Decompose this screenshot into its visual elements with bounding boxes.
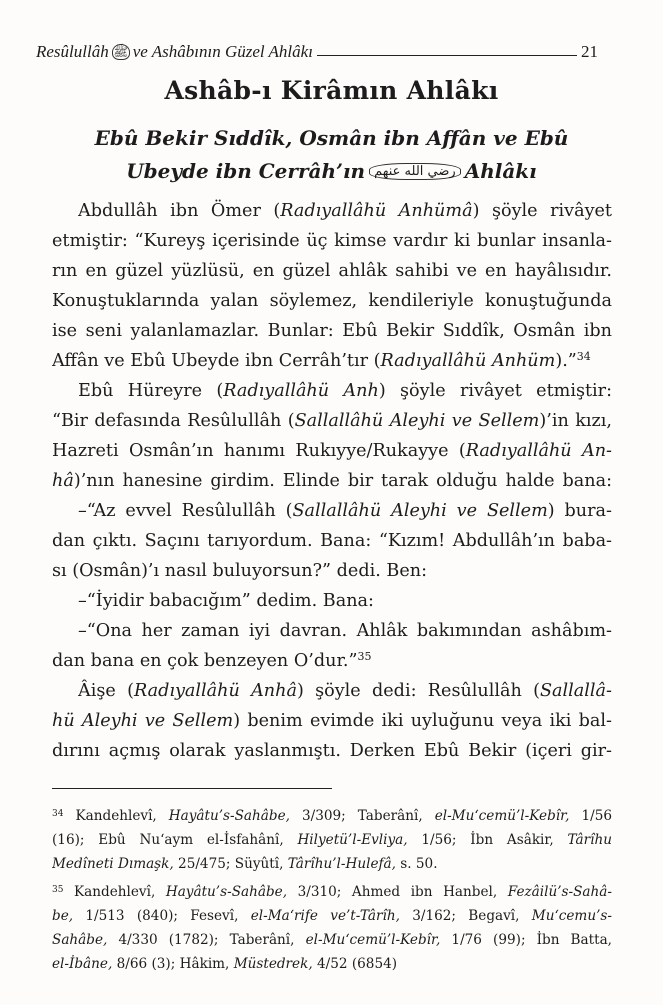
- body-line: hü Aleyhi ve Sellem) benim evimde iki uyluğunu veya iki bal-: [52, 711, 612, 731]
- body-line: dan çıktı. Saçını tarıyordum. Bana: “Kızım! Abdullâh’ın baba-: [52, 531, 612, 551]
- header-text-before: Resûlullâh: [36, 42, 109, 61]
- footnote-35-line: be, 1/513 (840); Fesevî, el-Ma‘rife ve’t-Târîh, 3/162; Begavî, Mu‘cemu’s-: [52, 908, 612, 924]
- body-line: “Bir defasında Resûlullâh (Sallallâhü Aleyhi ve Sellem)’in kızı,: [52, 411, 612, 431]
- footnote-ref: 34: [576, 350, 591, 363]
- body-line: hâ)’nın hanesine girdim. Elinde bir tarak olduğu halde bana:: [52, 471, 612, 491]
- body-line: Âişe (Radıyallâhü Anhâ) şöyle dedi: Resûlullâh (Sallallâ-: [78, 681, 612, 701]
- radiyallahu-anhum-ligature-icon: رضي الله عنهم: [369, 163, 461, 180]
- body-line: Konuştuklarında yalan söylemez, kendileriyle konuştuğunda: [52, 291, 612, 311]
- body-line: rın en güzel yüzlüsü, en güzel ahlâk sahibi ve en hayâlısıdır.: [52, 261, 612, 281]
- chapter-title: Ashâb-ı Kirâmın Ahlâkı: [164, 76, 499, 105]
- footnote-35-line: Sahâbe, 4/330 (1782); Taberânî, el-Mu‘cemü’l-Kebîr, 1/76 (99); İbn Batta,: [52, 932, 612, 948]
- body-line: dan bana en çok benzeyen O’dur.”$^{35}$: [52, 650, 372, 671]
- page-number: 21: [581, 42, 598, 61]
- section-subtitle-line1: Ebû Bekir Sıddîk, Osmân ibn Affân ve Ebû: [94, 126, 569, 150]
- footnote-35-line: el-İbâne, 8/66 (3); Hâkim, Müstedrek, 4/52 (6854): [52, 956, 398, 972]
- footnote-34-line: Medîneti Dımaşk, 25/475; Süyûtî, Târîhu’l-Hulefâ, s. 50.: [52, 856, 438, 872]
- body-line: dırını açmış olarak yaslanmıştı. Derken Ebû Bekir (içeri gir-: [52, 741, 612, 761]
- running-header: [36, 40, 598, 64]
- body-line: sı (Osmân)’ı nasıl buluyorsun?” dedi. Ben:: [52, 561, 427, 581]
- footnote-34-line: (16); Ebû Nu‘aym el-İsfahânî, Hilyetü’l-Evliya, 1/56; İbn Asâkir, Târîhu: [52, 832, 612, 848]
- body-line: –“Ona her zaman iyi davran. Ahlâk bakımından ashâbım-: [78, 621, 612, 641]
- header-rule: [317, 55, 577, 56]
- header-text-after: ve Ashâbının Güzel Ahlâkı: [132, 42, 313, 61]
- body-line: etmiştir: “Kureyş içerisinde üç kimse vardır ki bunlar insanla-: [52, 231, 612, 251]
- footnote-35-line: $^{35}$ Kandehlevî, Hayâtu’s-Sahâbe, 3/310; Ahmed ibn Hanbel, Fezâilü’s-Sahâ-: [52, 884, 612, 900]
- body-line: Hazreti Osmân’ın hanımı Rukıyye/Rukayye (Radıyallâhü An-: [52, 441, 612, 461]
- footnote-34-line: $^{34}$ Kandehlevî, Hayâtu’s-Sahâbe, 3/309; Taberânî, el-Mu‘cemü’l-Kebîr, 1/56: [52, 808, 612, 824]
- subtitle-line2-end: Ahlâkı: [464, 159, 537, 183]
- subtitle-line2-text: Ubeyde ibn Cerrâh’ın: [126, 159, 366, 183]
- body-line: –“İyidir babacığım” dedim. Bana:: [78, 591, 374, 611]
- body-line: Abdullâh ibn Ömer (Radıyallâhü Anhümâ) şöyle rivâyet: [78, 201, 612, 221]
- footnote-separator: [52, 788, 332, 789]
- body-line: Ebû Hüreyre (Radıyallâhü Anh) şöyle rivâyet etmiştir:: [78, 381, 612, 401]
- footnote-ref: 35: [357, 650, 372, 663]
- body-line: ise seni yalanlamazlar. Bunlar: Ebû Bekir Sıddîk, Osmân ibn: [52, 321, 612, 341]
- body-line: –“Az evvel Resûlullâh (Sallallâhü Aleyhi ve Sellem) bura-: [78, 501, 612, 521]
- section-subtitle-line2: [0, 159, 663, 183]
- body-line: Affân ve Ebû Ubeyde ibn Cerrâh’tır (Radıyallâhü Anhüm).”$^{34}$: [52, 350, 591, 371]
- salawat-ligature-icon: ﷺ: [113, 45, 128, 59]
